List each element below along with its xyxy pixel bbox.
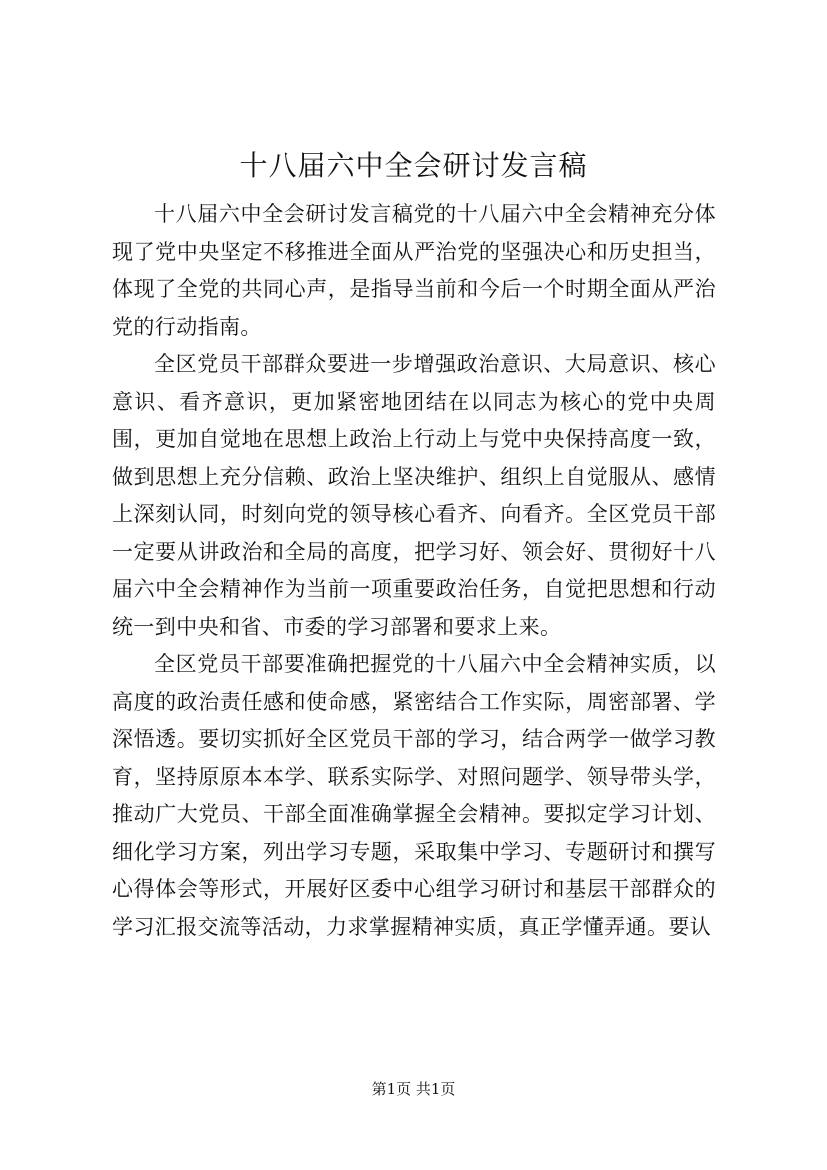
page-footer: 第1页 共1页 <box>371 1080 456 1098</box>
document-body <box>112 196 716 946</box>
document-title: 十八届六中全会研讨发言稿 <box>239 149 588 182</box>
paragraph-3: 全区党员干部要准确把握党的十八届六中全会精神实质，以高度的政治责任感和使命感，紧密结合工作实际，周密部署、学深悟透。要切实抓好全区党员干部的学习，结合两学一做学习教育，坚持原原本本学、联系实际学、对照问题学、领导带头学，推动广大党员、干部全面准确掌握全会精神。要拟定学习计划、细化学习方案，列出学习专题，采取集中学习、专题研讨和撰写心得体会等形式，开展好区委中心组学习研讨和基层干部群众的学习汇报交流等活动，力求掌握精神实质，真正学懂弄通。要认 <box>112 652 716 939</box>
paragraph-2: 全区党员干部群众要进一步增强政治意识、大局意识、核心意识、看齐意识，更加紧密地团结在以同志为核心的党中央周围，更加自觉地在思想上政治上行动上与党中央保持高度一致，做到思想上充分信赖、政治上坚决维护、组织上自觉服从、感情上深刻认同，时刻向党的领导核心看齐、向看齐。全区党员干部一定要从讲政治和全局的高度，把学习好、领会好、贯彻好十八届六中全会精神作为当前一项重要政治任务，自觉把思想和行动统一到中央和省、市委的学习部署和要求上来。 <box>112 352 716 639</box>
paragraph-1: 十八届六中全会研讨发言稿党的十八届六中全会精神充分体现了党中央坚定不移推进全面从严治党的坚强决心和历史担当，体现了全党的共同心声，是指导当前和今后一个时期全面从严治党的行动指南。 <box>112 202 716 339</box>
